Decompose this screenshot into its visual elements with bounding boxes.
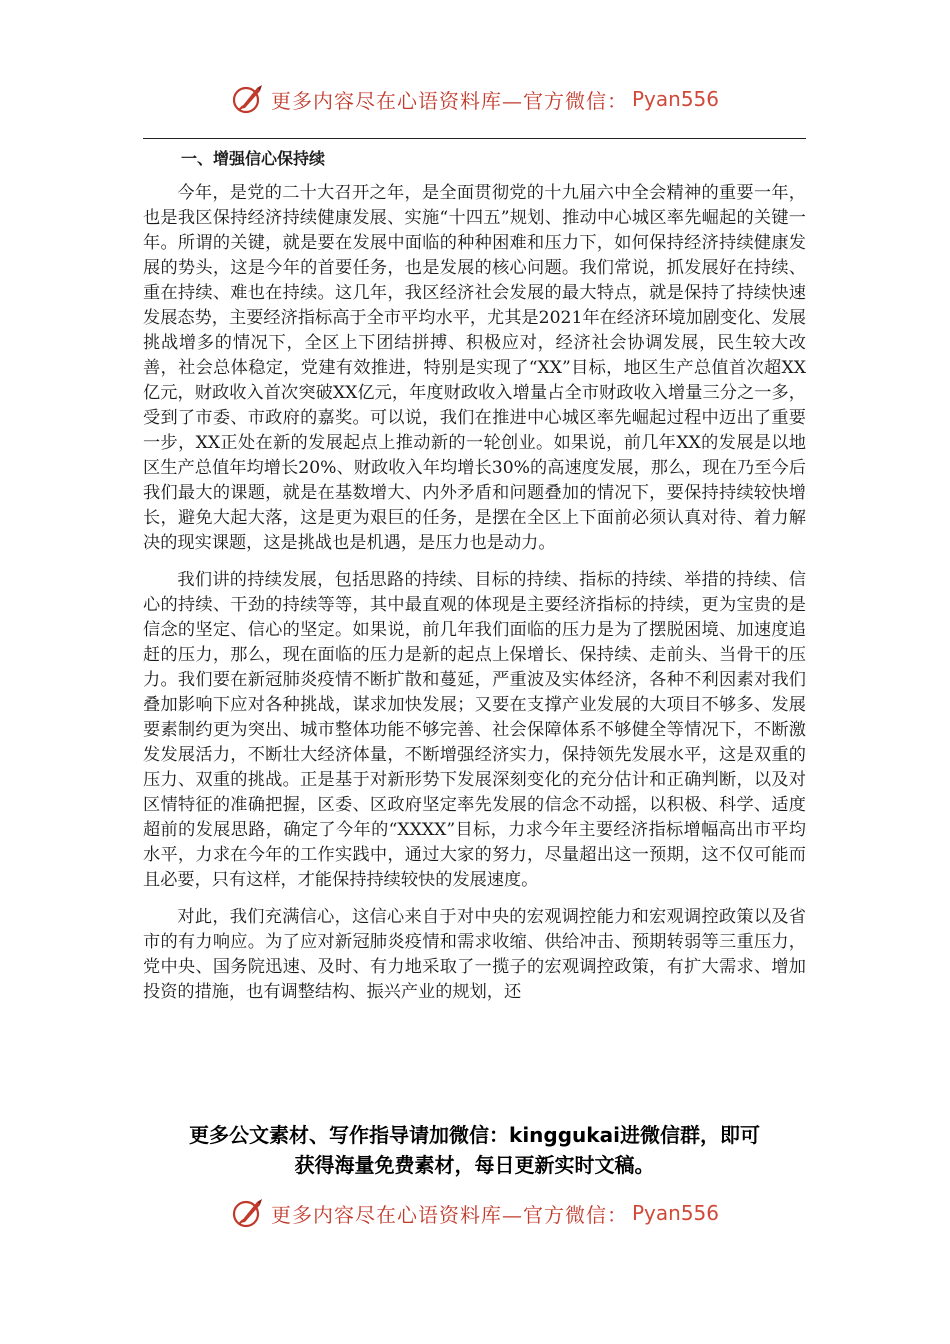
paragraph: 对此，我们充满信心，这信心来自于对中央的宏观调控能力和宏观调控政策以及省市的有力响应。为了应对新冠肺炎疫情和需求收缩、供给冲击、预期转弱等三重压力，党中央、国务院迅速、及时、有力地采取了一揽子的宏观调控政策，有扩大需求、增加投资的措施，也有调整结构、振兴产业的规划，还 [143, 907, 806, 1002]
document-body [143, 146, 806, 1017]
promo-note [143, 1120, 806, 1180]
banner-wechat-id: Pyan556 [631, 87, 719, 111]
promo-note-line-1: 更多公文素材、写作指导请加微信：kinggukai进微信群，即可 [189, 1123, 760, 1147]
header-divider [143, 138, 806, 139]
paragraph: 今年，是党的二十大召开之年，是全面贯彻党的十九届六中全会精神的重要一年，也是我区保持经济持续健康发展、实施“十四五”规划、推动中心城区率先崛起的关键一年。所谓的关键，就是要在发展中面临的种种困难和压力下，如何保持经济持续健康发展的势头，这是今年的首要任务，也是发展的核心问题。我们常说，抓发展好在持续、重在持续、难也在持续。这几年，我区经济社会发展的最大特点，就是保持了持续快速发展态势，主要经济指标高于全市平均水平，尤其是2021年在经济环境加剧变化、发展挑战增多的情况下，全区上下团结拼搏、积极应对，经济社会协调发展，民生较大改善，社会总体稳定，党建有效推进，特别是实现了“XX”目标，地区生产总值首次超XX亿元，财政收入首次突破XX亿元，年度财政收入增量占全市财政收入增量三分之一多，受到了市委、市政府的嘉奖。可以说，我们在推进中心城区率先崛起过程中迈出了重要一步，XX正处在新的发展起点上推动新的一轮创业。如果说，前几年XX的发展是以地区生产总值年均增长20%、财政收入年均增长30%的高速度发展，那么，现在乃至今后我们最大的课题，就是在基数增大、内外矛盾和问题叠加的情况下，要保持持续较快增长，避免大起大落，这是更为艰巨的任务，是摆在全区上下面前必须认真对待、着力解决的现实课题，这是挑战也是机遇，是压力也是动力。 [143, 183, 806, 553]
feather-pen-logo-icon [231, 82, 265, 116]
section-heading: 一、增强信心保持续 [181, 149, 326, 168]
banner-text: 更多内容尽在心语资料库—官方微信： [270, 88, 628, 113]
banner-text: 更多内容尽在心语资料库—官方微信： [270, 1202, 628, 1227]
footer-banner [0, 1196, 950, 1230]
header-banner [0, 82, 950, 116]
promo-note-line-2: 获得海量免费素材，每日更新实时文稿。 [294, 1153, 655, 1177]
feather-pen-logo-icon [231, 1196, 265, 1230]
paragraph: 我们讲的持续发展，包括思路的持续、目标的持续、指标的持续、举措的持续、信心的持续、干劲的持续等等，其中最直观的体现是主要经济指标的持续，更为宝贵的是信念的坚定、信心的坚定。如果说，前几年我们面临的压力是为了摆脱困境、加速度追赶的压力，那么，现在面临的压力是新的起点上保增长、保持续、走前头、当骨干的压力。我们要在新冠肺炎疫情不断扩散和蔓延，严重波及实体经济，各种不利因素对我们叠加影响下应对各种挑战，谋求加快发展；又要在支撑产业发展的大项目不够多、发展要素制约更为突出、城市整体功能不够完善、社会保障体系不够健全等情况下，不断激发发展活力，不断壮大经济体量，不断增强经济实力，保持领先发展水平，这是双重的压力、双重的挑战。正是基于对新形势下发展深刻变化的充分估计和正确判断，以及对区情特征的准确把握，区委、区政府坚定率先发展的信念不动摇，以积极、科学、适度超前的发展思路，确定了今年的“XXXX”目标，力求今年主要经济指标增幅高出市平均水平，力求在今年的工作实践中，通过大家的努力，尽量超出这一预期，这不仅可能而且必要，只有这样，才能保持持续较快的发展速度。 [143, 570, 806, 890]
banner-wechat-id: Pyan556 [631, 1201, 719, 1225]
